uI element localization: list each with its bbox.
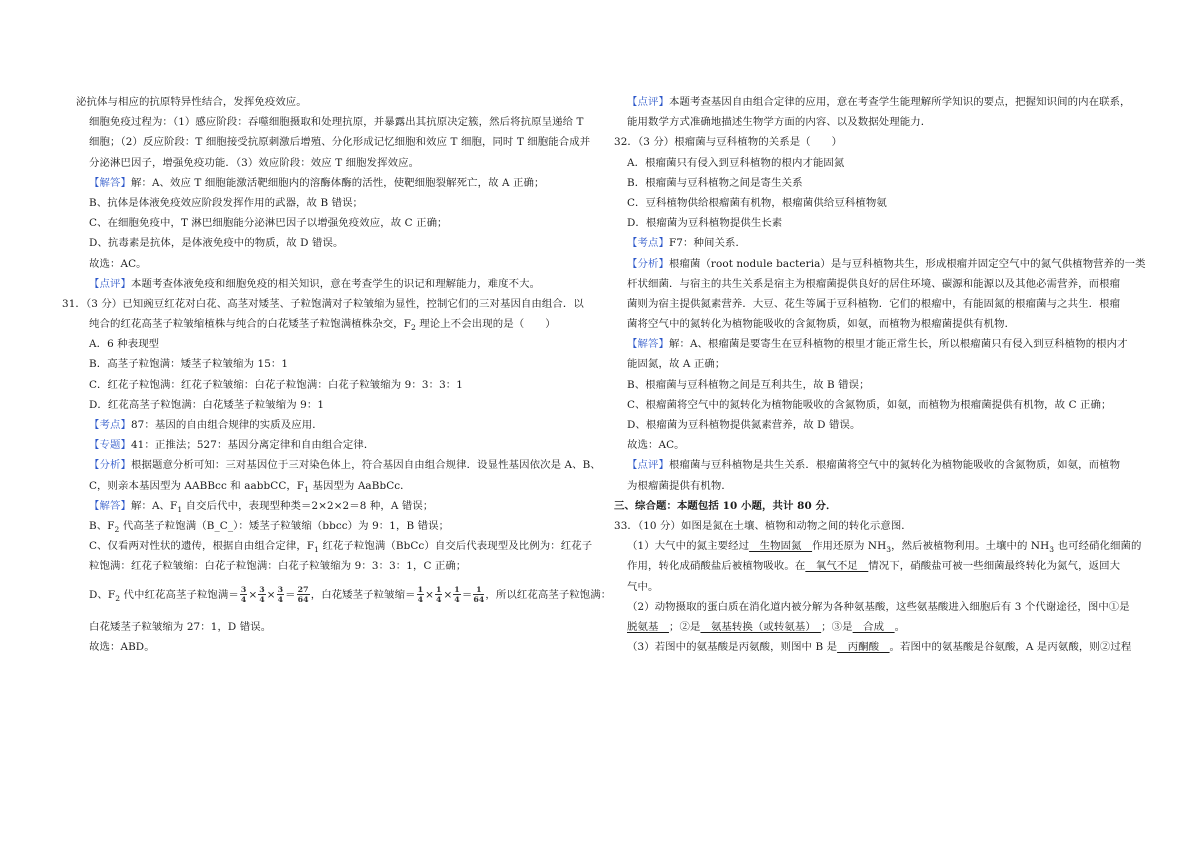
analysis-line bbox=[76, 455, 601, 475]
text-line: C、根瘤菌将空气中的氮转化为植物能吸收的含氮物质，如氨，而植物为根瘤菌提供有机物，故 C 正确； bbox=[627, 398, 1112, 411]
numerator: 3 bbox=[277, 585, 284, 594]
text-line: B、根瘤菌与豆科植物之间是互利共生，故 B 错误； bbox=[627, 378, 870, 391]
text-part: ，所以红花高茎子粒饱满： bbox=[485, 588, 612, 601]
times-sign: × bbox=[248, 588, 258, 601]
question-31-stem: 31．（3 分）已知豌豆红花对白花、高茎对矮茎、子粒饱满对子粒皱缩为显性，控制它们的三对基因自由组合．以 bbox=[62, 297, 584, 310]
text-part: （1）大气中的氮主要经过 bbox=[627, 540, 750, 553]
text-line: 能用数学方式准确地描述生物学方面的内容、以及数据处理能力． bbox=[627, 116, 932, 129]
option-d: D．根瘤菌为豆科植物提供生长素 bbox=[627, 217, 783, 230]
topic-line bbox=[76, 435, 586, 455]
times-sign: × bbox=[266, 588, 276, 601]
text-line bbox=[76, 476, 586, 496]
question-33-stem: 33．（10 分）如图是氮在土壤、植物和动物之间的转化示意图． bbox=[614, 519, 912, 532]
denominator: 64 bbox=[473, 595, 485, 604]
option-c: C．豆科植物供给根瘤菌有机物，根瘤菌供给豆科植物氨 bbox=[627, 196, 887, 209]
answer-text: 解：A、根瘤菌是要寄生在豆科植物的根里才能正常生长，所以根瘤菌只有侵入到豆科植物的根内才 bbox=[668, 338, 1128, 351]
fraction bbox=[258, 585, 266, 604]
answer-tag: 【解答】 bbox=[89, 176, 131, 189]
option-b: B．根瘤菌与豆科植物之间是寄生关系 bbox=[627, 176, 803, 189]
option-a: A．根瘤菌只有侵入到豆科植物的根内才能固氮 bbox=[627, 156, 845, 169]
left-column bbox=[62, 92, 612, 657]
text-part: 自交后代中，表现型种类＝2×2×2＝8 种，A 错误； bbox=[182, 499, 434, 512]
denominator: 4 bbox=[277, 595, 284, 604]
denominator: 4 bbox=[435, 595, 442, 604]
text-line: 细胞免疫过程为：（1）感应阶段：吞噬细胞摄取和处理抗原，并暴露出其抗原决定簇，然后将抗原呈递给 T bbox=[89, 116, 584, 129]
text-line: 能固氮，故 A 正确； bbox=[627, 358, 726, 371]
right-column bbox=[614, 92, 1146, 657]
answer-blank: 脱氨基 bbox=[627, 620, 669, 633]
text-part: 。若图中的氨基酸是谷氨酸，A 是丙氨酸，则②过程 bbox=[889, 641, 1132, 654]
text-line: D、抗毒素是抗体，是体液免疫中的物质，故 D 错误。 bbox=[89, 237, 344, 250]
text-part: ；③是 bbox=[821, 620, 853, 633]
subscript: 2 bbox=[411, 323, 416, 333]
text-part: 代高茎子粒饱满（B_C_）：矮茎子粒皱缩（bbcc）为 9：1，B 错误； bbox=[119, 519, 450, 532]
answer-blank: 氨基转换（或转氨基） bbox=[700, 620, 822, 633]
text-line: 分泌淋巴因子，增强免疫功能．（3）效应阶段：效应 T 细胞发挥效应。 bbox=[89, 156, 420, 169]
answer-text: 解：A、效应 T 细胞能激活靶细胞内的溶酶体酶的活性，使靶细胞裂解死亡，故 A 正确； bbox=[130, 176, 545, 189]
subscript: 2 bbox=[114, 525, 120, 535]
fraction bbox=[240, 585, 248, 604]
answer-blank: 合成 bbox=[852, 620, 895, 633]
fraction bbox=[453, 585, 461, 604]
review-text: 根瘤菌与豆科植物是共生关系．根瘤菌将空气中的氮转化为植物能吸收的含氮物质，如氨，而植物 bbox=[668, 459, 1121, 472]
analysis-tag: 【分析】 bbox=[627, 257, 669, 270]
text-part: B、F bbox=[89, 519, 115, 532]
answer-blank: 丙酮酸 bbox=[837, 641, 890, 654]
text-part: ，然后被植物利用。土壤中的 NH bbox=[891, 540, 1050, 553]
answer-tag: 【解答】 bbox=[627, 338, 669, 351]
answer-blank: 氧气不足 bbox=[805, 560, 869, 573]
knowledge-tag: 【考点】 bbox=[89, 419, 131, 431]
numerator: 3 bbox=[240, 585, 247, 594]
answer-tag: 【解答】 bbox=[89, 499, 131, 512]
subscript: 3 bbox=[886, 545, 892, 555]
text-line: B、抗体是体液免疫效应阶段发挥作用的武器，故 B 错误； bbox=[89, 196, 364, 209]
option-d: D．红花高茎子粒饱满：白花矮茎子粒皱缩为 9：1 bbox=[89, 398, 325, 411]
times-sign: × bbox=[443, 588, 453, 601]
text-line: 故选：AC。 bbox=[89, 257, 147, 270]
text-line: D、根瘤菌为豆科植物提供氮素营养，故 D 错误。 bbox=[627, 419, 861, 431]
text-part: 解：A、F bbox=[130, 499, 178, 512]
text-line: 菌将空气中的氮转化为植物能吸收的含氮物质，如氨，而植物为根瘤菌提供有机物． bbox=[627, 318, 1016, 331]
option-b: B．高茎子粒饱满：矮茎子粒皱缩为 15：1 bbox=[89, 358, 289, 371]
question-33-part-3 bbox=[614, 637, 1132, 657]
text-line: 粒饱满：红花子粒皱缩：白花子粒饱满：白花子粒皱缩为 9：3：3：1，C 正确； bbox=[89, 560, 467, 573]
text-line: 菌则为宿主提供氮素营养．大豆、花生等属于豆科植物．它们的根瘤中，有能固氮的根瘤菌与之共生．根瘤 bbox=[627, 297, 1121, 310]
answer-line bbox=[76, 173, 586, 193]
times-sign: × bbox=[425, 588, 434, 601]
review-tag: 【点评】 bbox=[627, 96, 669, 108]
formula-line bbox=[76, 577, 612, 613]
text-part: 基因型为 AaBbCc． bbox=[309, 479, 411, 492]
review-line bbox=[614, 92, 1132, 112]
denominator: 4 bbox=[259, 595, 265, 604]
text-part: 也可经硝化细菌的 bbox=[1054, 540, 1142, 553]
subscript: 1 bbox=[177, 504, 183, 514]
denominator: 64 bbox=[297, 595, 309, 604]
text-line: 泌抗体与相应的抗原特异性结合，发挥免疫效应。 bbox=[76, 96, 307, 108]
topic-text: 41：正推法；527：基因分离定律和自由组合定律． bbox=[130, 439, 375, 452]
equals-sign: ＝ bbox=[285, 588, 296, 601]
text-line: 气中。 bbox=[627, 580, 659, 593]
text-line: 杆状细菌．与宿主的共生关系是宿主为根瘤菌提供良好的居住环境、碳源和能源以及其他必需营养，而根瘤 bbox=[627, 277, 1121, 290]
subscript: 2 bbox=[115, 593, 121, 603]
numerator: 1 bbox=[417, 585, 424, 594]
analysis-tag: 【分析】 bbox=[89, 459, 131, 472]
denominator: 4 bbox=[240, 595, 247, 604]
topic-tag: 【专题】 bbox=[89, 439, 131, 452]
review-text: 本题考查基因自由组合定律的应用，意在考查学生能理解所学知识的要点，把握知识间的内在联系， bbox=[668, 96, 1131, 108]
text-part: （3）若图中的氨基酸是丙氨酸，则图中 B 是 bbox=[627, 641, 838, 654]
text-line: 故选：AC。 bbox=[627, 439, 685, 452]
text-line bbox=[614, 556, 1132, 576]
review-line bbox=[76, 274, 586, 294]
text-part: 代中红花高茎子粒饱满＝ bbox=[120, 588, 239, 601]
text-line: 白花矮茎子粒皱缩为 27：1，D 错误。 bbox=[89, 620, 272, 633]
answer-blank: 生物固氮 bbox=[749, 540, 813, 553]
fraction bbox=[297, 585, 310, 604]
analysis-text: 根据题意分析可知：三对基因位于三对染色体上，符合基因自由组合规律．设显性基因依次是 A、B、 bbox=[130, 459, 601, 472]
subscript: 3 bbox=[1049, 545, 1055, 555]
text-part: D、F bbox=[89, 588, 116, 601]
stem-text: 纯合的红花高茎子粒皱缩植株与纯合的白花矮茎子粒饱满植株杂交，F bbox=[89, 318, 412, 331]
denominator: 4 bbox=[417, 595, 424, 604]
text-line: C、在细胞免疫中，T 淋巴细胞能分泌淋巴因子以增强免疫效应，故 C 正确； bbox=[89, 217, 448, 230]
numerator: 1 bbox=[435, 585, 442, 594]
fraction bbox=[277, 585, 285, 604]
text-part: C、仅看两对性状的遗传，根据自由组合定律，F bbox=[89, 540, 315, 553]
subscript: 1 bbox=[314, 545, 320, 555]
numerator: 1 bbox=[454, 585, 460, 594]
text-part: ；②是 bbox=[668, 620, 701, 633]
fraction bbox=[435, 585, 443, 604]
text-part: 作用还原为 NH bbox=[812, 540, 887, 553]
equals-sign: ＝ bbox=[461, 588, 473, 601]
text-line bbox=[614, 617, 1132, 637]
review-line bbox=[614, 455, 1132, 475]
review-tag: 【点评】 bbox=[627, 459, 669, 472]
numerator: 3 bbox=[259, 585, 265, 594]
text-part: 作用，转化成硝酸盐后被植物吸收。在 bbox=[627, 560, 806, 573]
analysis-text: 根瘤菌（root nodule bacteria）是与豆科植物共生，形成根瘤并固定空气中的氮气供植物营养的一类 bbox=[668, 257, 1146, 270]
option-c: C．红花子粒饱满：红花子粒皱缩：白花子粒饱满：白花子粒皱缩为 9：3：3：1 bbox=[89, 378, 463, 391]
text-part: 情况下，硝酸盐可被一些细菌最终转化为氮气，返回大 bbox=[868, 560, 1121, 573]
question-32-stem: 32．（3 分）根瘤菌与豆科植物的关系是（ ） bbox=[614, 136, 843, 149]
text-line bbox=[76, 516, 586, 536]
review-tag: 【点评】 bbox=[89, 277, 131, 290]
text-line: 故选：ABD。 bbox=[89, 640, 155, 653]
numerator: 27 bbox=[297, 585, 309, 594]
question-31-stem-cont bbox=[76, 314, 586, 334]
knowledge-text: F7：种间关系． bbox=[668, 237, 746, 250]
analysis-line bbox=[614, 254, 1146, 274]
answer-line bbox=[614, 334, 1132, 354]
stem-text: 理论上不会出现的是（ ） bbox=[415, 318, 556, 331]
text-line bbox=[76, 536, 593, 556]
text-part: 红花子粒饱满（BbCc）自交后代表现型及比例为：红花子 bbox=[319, 540, 593, 553]
section-heading: 三、综合题：本题包括 10 小题，共计 80 分． bbox=[614, 499, 837, 512]
review-text: 本题考查体液免疫和细胞免疫的相关知识，意在考查学生的识记和理解能力，难度不大。 bbox=[130, 277, 541, 290]
option-a: A．6 种表现型 bbox=[89, 338, 160, 351]
knowledge-tag: 【考点】 bbox=[627, 237, 669, 250]
text-part: 。 bbox=[894, 620, 906, 633]
answer-line bbox=[76, 496, 586, 516]
question-33-part-1 bbox=[614, 536, 1142, 556]
text-part: C，则亲本基因型为 AABBcc 和 aabbCC，F bbox=[89, 479, 305, 492]
knowledge-point-line bbox=[614, 233, 1132, 253]
numerator: 1 bbox=[473, 585, 484, 595]
fraction bbox=[417, 585, 425, 604]
text-line: 细胞；（2）反应阶段：T 细胞接受抗原刺激后增殖、分化形成记忆细胞和效应 T 细胞，同时 T 细胞能合成并 bbox=[89, 136, 591, 149]
text-part: ，白花矮茎子粒皱缩＝ bbox=[310, 588, 416, 601]
subscript: 1 bbox=[304, 484, 310, 494]
question-33-part-2: （2）动物摄取的蛋白质在消化道内被分解为各种氨基酸，这些氨基酸进入细胞后有 3 个代谢途径，图中①是 bbox=[627, 600, 1130, 613]
knowledge-point-line bbox=[76, 415, 586, 435]
fraction bbox=[473, 585, 484, 604]
knowledge-text: 87：基因的自由组合规律的实质及应用． bbox=[130, 419, 323, 431]
text-line: 为根瘤菌提供有机物． bbox=[627, 479, 732, 492]
denominator: 4 bbox=[454, 595, 460, 604]
